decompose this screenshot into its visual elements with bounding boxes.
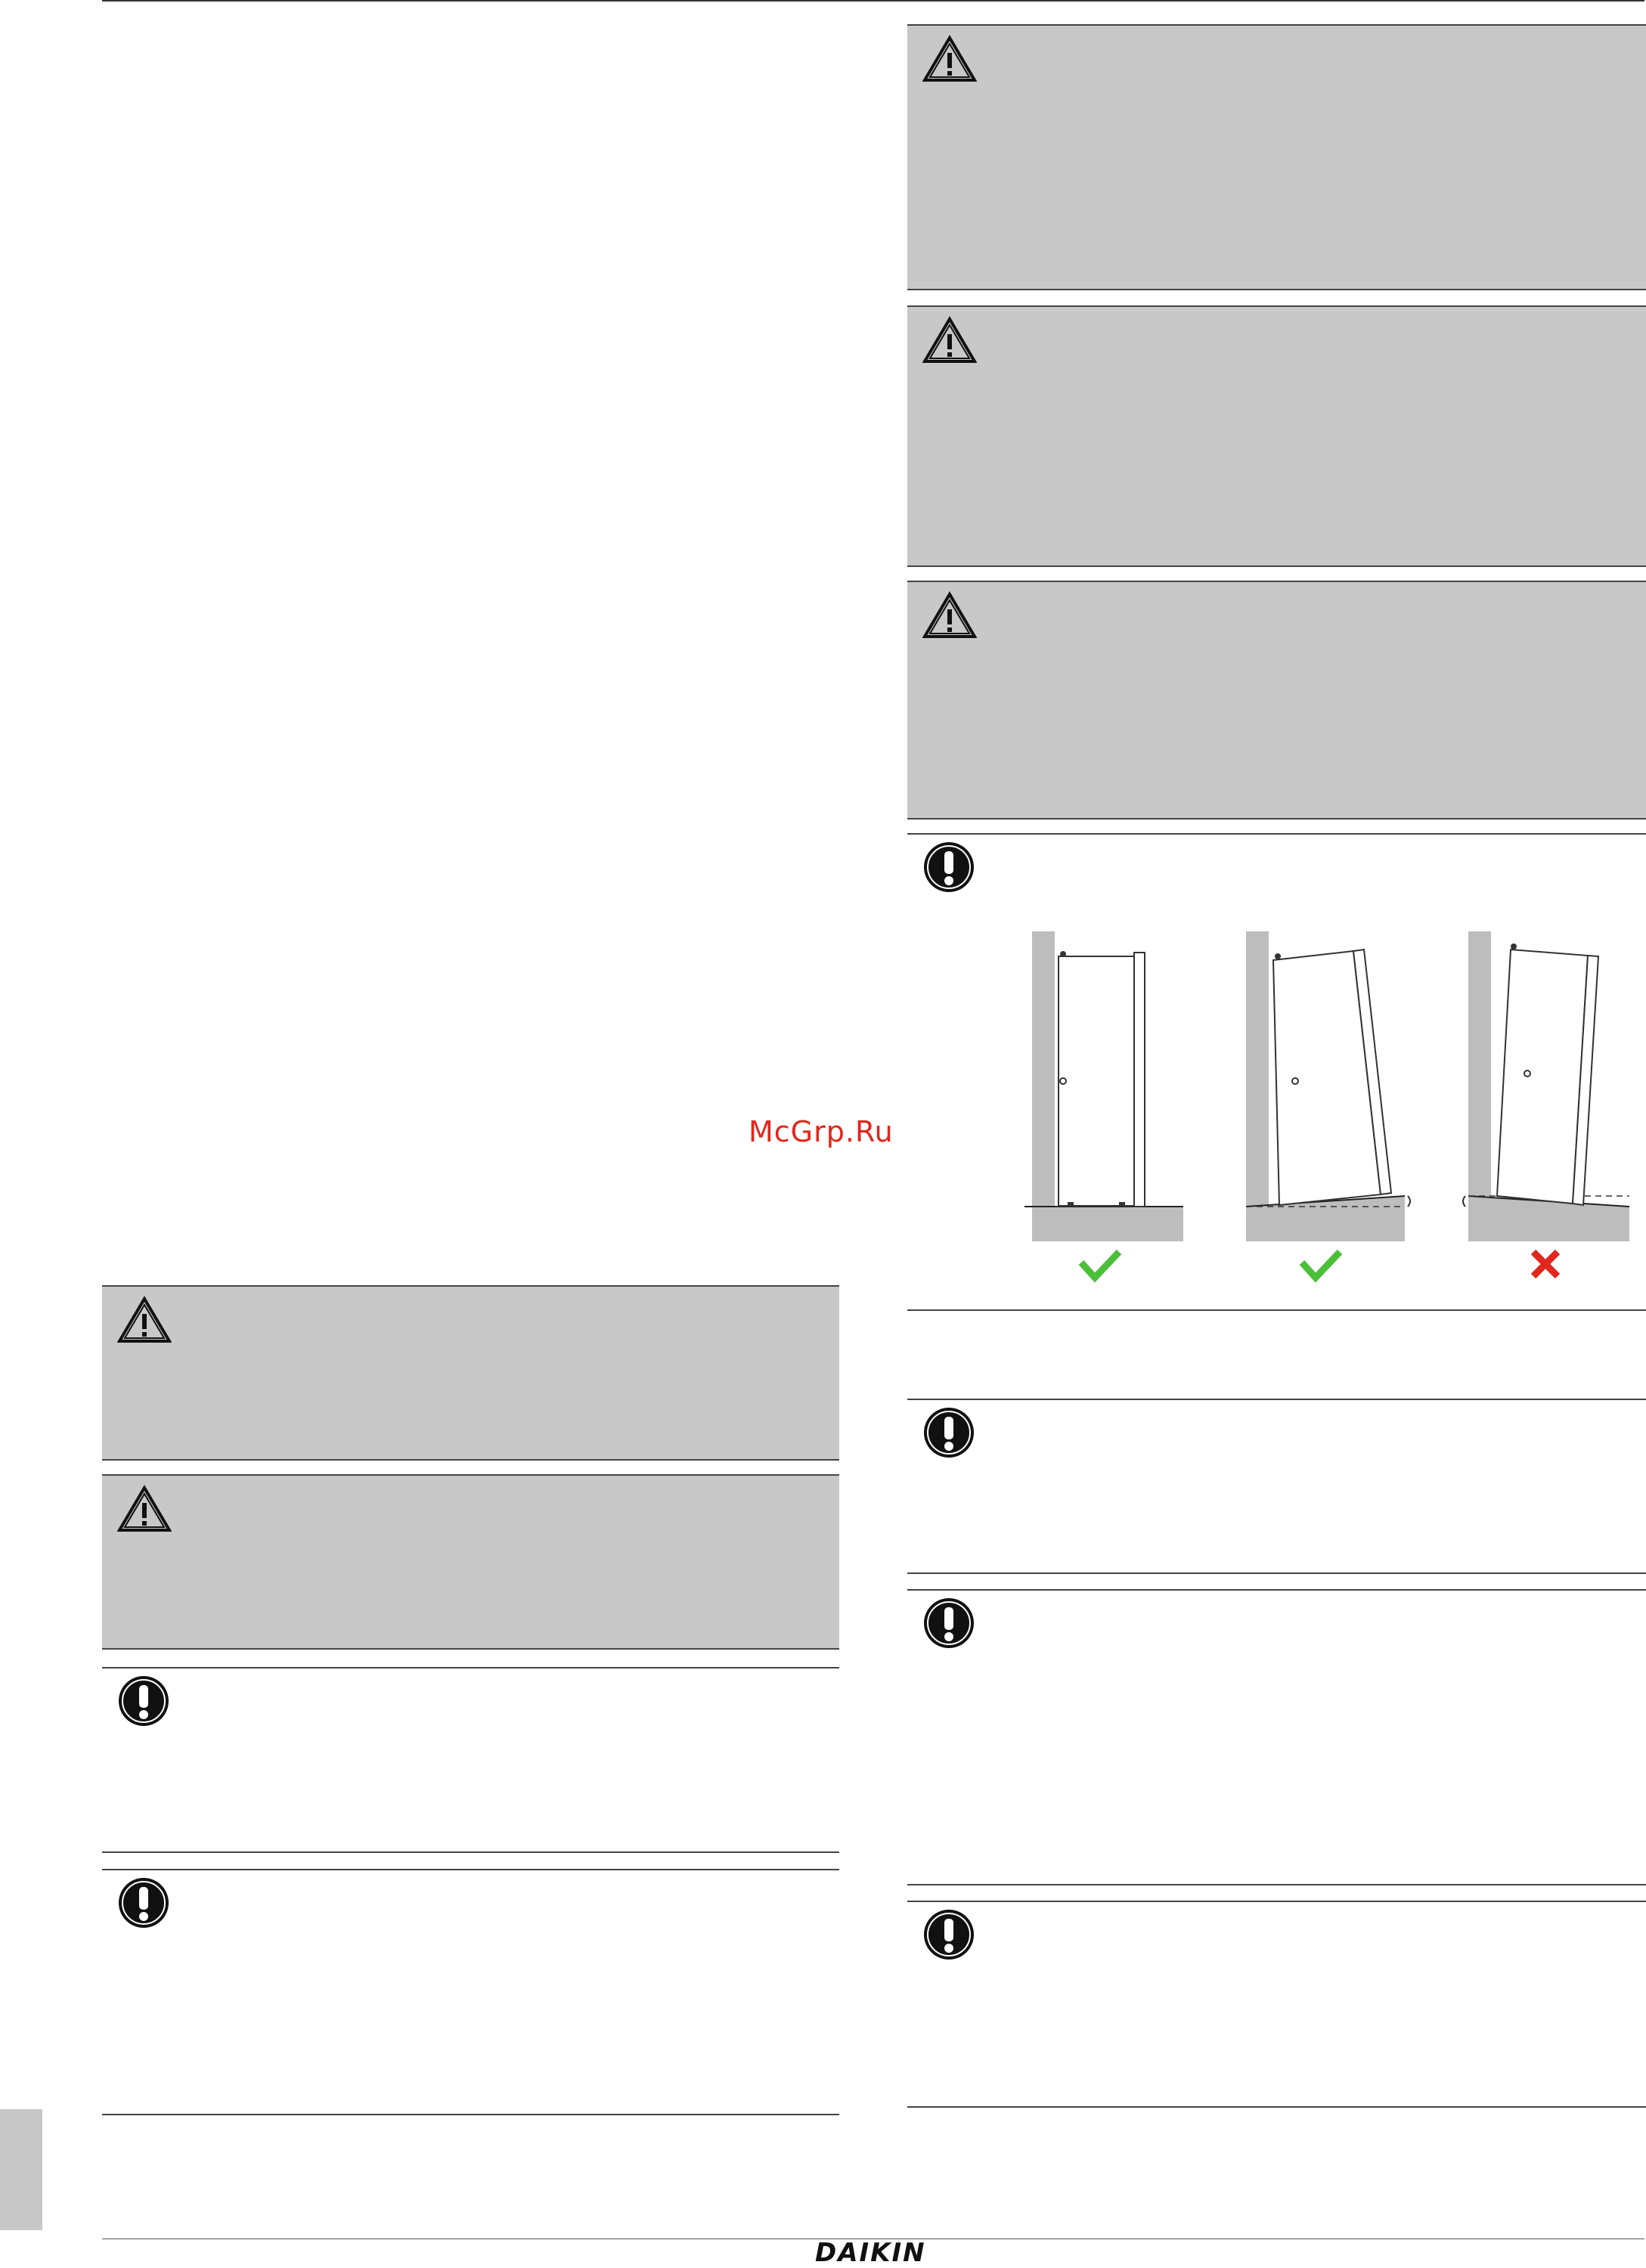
green-check-icon: [1081, 1252, 1119, 1278]
green-check-icon: [1302, 1252, 1340, 1278]
unit-leveling-figure: [1006, 915, 1641, 1308]
notice-box-right-2: [907, 1399, 1646, 1574]
notice-box-left-1: [102, 1667, 839, 1853]
caution-box-left-2: [102, 1474, 839, 1650]
notice-box-right-3: [907, 1589, 1646, 1885]
red-cross-icon: [1533, 1252, 1558, 1276]
warning-triangle-icon: [922, 316, 977, 364]
figure-panel-tilt-not-ok: [1463, 931, 1629, 1276]
exclamation-circle-icon: [922, 841, 975, 894]
exclamation-circle-icon: [922, 1597, 975, 1650]
warning-triangle-icon: [922, 35, 977, 83]
caution-box-right-1: [907, 24, 1646, 290]
caution-box-right-2: [907, 305, 1646, 567]
warning-triangle-icon: [117, 1485, 172, 1533]
caution-box-right-3: [907, 581, 1646, 820]
daikin-logo: DAIKIN: [815, 2238, 926, 2268]
caution-box-left-1: [102, 1285, 839, 1461]
top-rule: [102, 0, 1644, 2]
warning-triangle-icon: [117, 1296, 172, 1344]
watermark-text: McGrp.Ru: [749, 1115, 894, 1148]
exclamation-circle-icon: [117, 1675, 170, 1727]
warning-triangle-icon: [922, 591, 977, 640]
side-page-tab: [0, 2109, 42, 2230]
figure-panel-tilt-ok: [1246, 931, 1410, 1278]
exclamation-circle-icon: [117, 1876, 170, 1929]
exclamation-circle-icon: [922, 1908, 975, 1961]
notice-box-left-2: [102, 1869, 839, 2115]
notice-box-right-4: [907, 1901, 1646, 2108]
figure-panel-level: [1024, 931, 1183, 1278]
exclamation-circle-icon: [922, 1406, 975, 1459]
